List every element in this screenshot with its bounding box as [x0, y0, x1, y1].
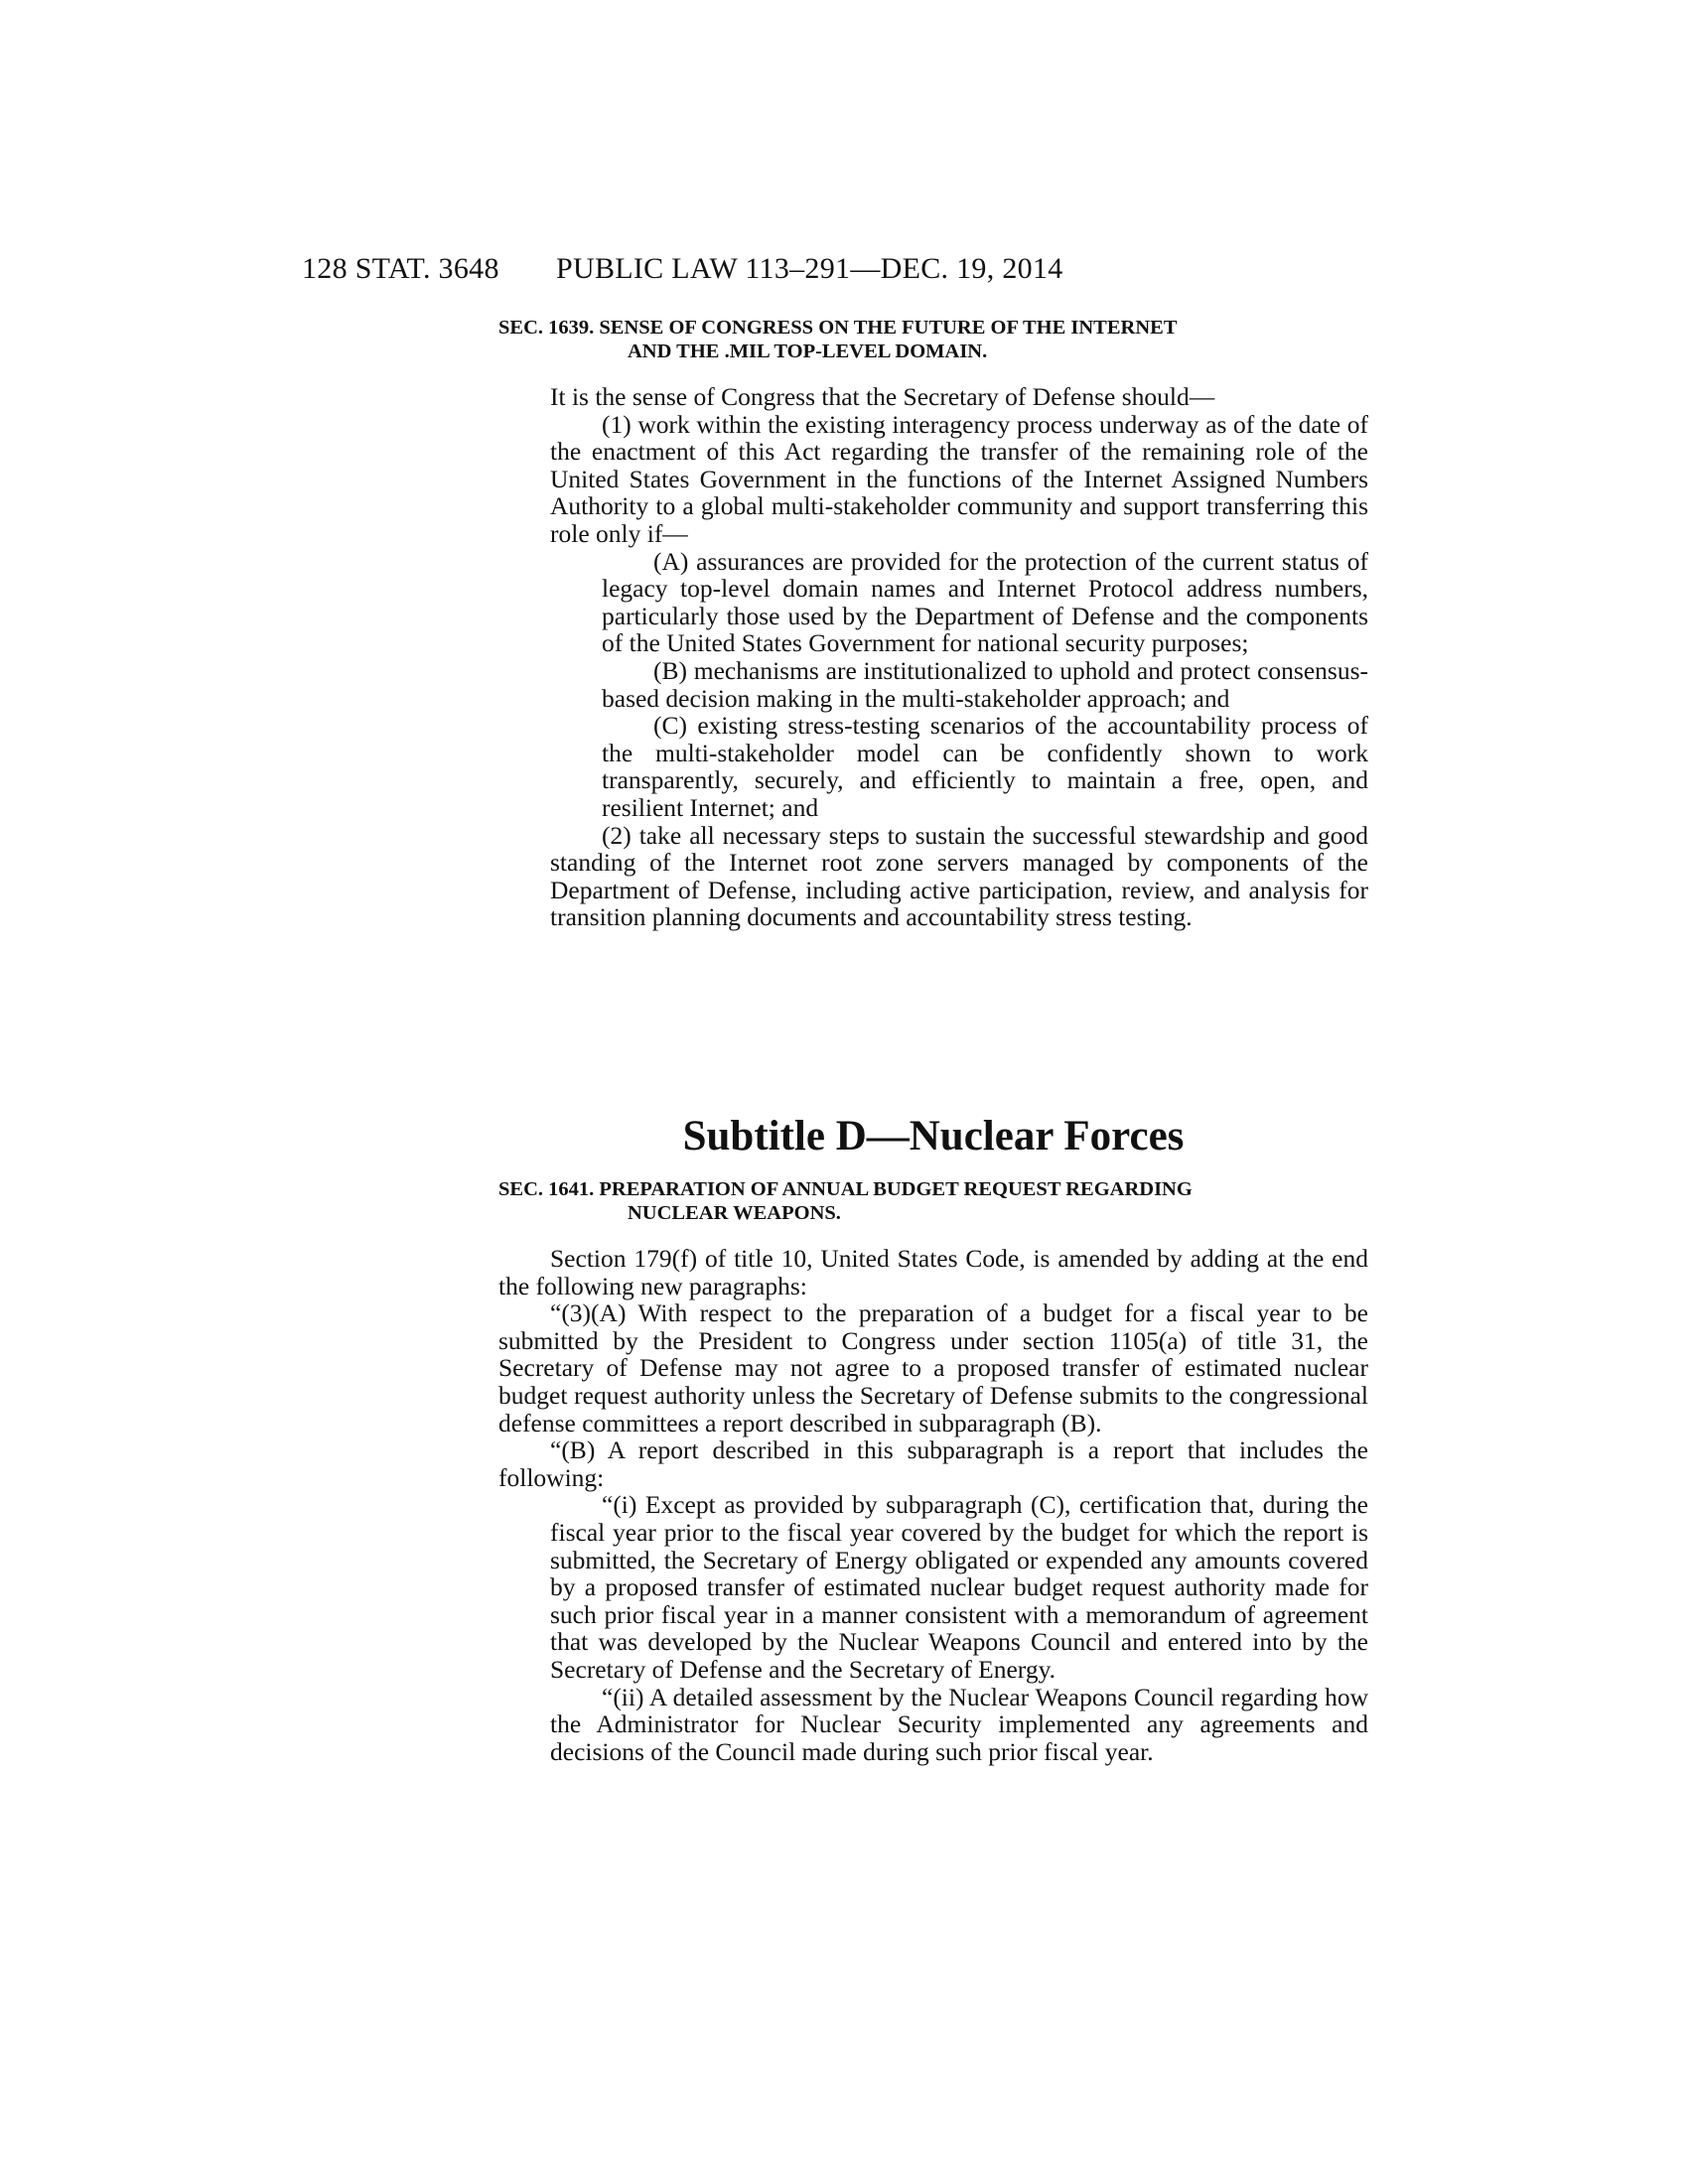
section-1641-heading-line1: SEC. 1641. PREPARATION OF ANNUAL BUDGET REQUEST REGARDING — [498, 1178, 1193, 1200]
section-1641 — [498, 1177, 1368, 1765]
section-1639 — [498, 316, 1368, 931]
section-1641-intro: Section 179(f) of title 10, United States Code, is amended by adding at the end the following new paragraphs: — [498, 1244, 1368, 1300]
section-1639-heading-line1: SEC. 1639. SENSE OF CONGRESS ON THE FUTURE OF THE INTERNET — [498, 317, 1178, 339]
section-1639-heading — [498, 316, 1368, 363]
section-1641-heading-line2: NUCLEAR WEAPONS. — [628, 1202, 841, 1224]
section-1639-para-2: (2) take all necessary steps to sustain the successful stewardship and good standing of the Internet root zone servers managed by components of the Department of Defense, including active participation, review, and analysis for transition planning documents and accountability stress testing. — [550, 820, 1368, 932]
section-1639-intro: It is the sense of Congress that the Secretary of Defense should— — [550, 382, 1215, 411]
section-1641-para-3A: “(3)(A) With respect to the preparation of a budget for a fiscal year to be submitted by the President to Congress under section 1105(a) of title 31, the Secretary of Defense may not agree to a proposed transfer of estimated nuclear budget request authority unless the Secretary of Defense submits to the congressional defense committees a report described in subparagraph (B). — [498, 1298, 1368, 1437]
section-1639-para-B: (B) mechanisms are institutionalized to uphold and protect consensus-based decision making in the multi-stakeholder approach; and — [602, 655, 1368, 713]
running-header: PUBLIC LAW 113–291—DEC. 19, 2014 — [556, 252, 1063, 285]
section-1641-heading — [498, 1177, 1368, 1225]
section-1639-heading-line2: AND THE .MIL TOP-LEVEL DOMAIN. — [628, 341, 988, 362]
section-1641-para-ii: “(ii) A detailed assessment by the Nuclear Weapons Council regarding how the Administrator for Nuclear Security implemented any agreements and decisions of the Council made during such prior fiscal year. — [550, 1682, 1368, 1766]
section-1639-para-A: (A) assurances are provided for the protection of the current status of legacy top-level domain names and Internet Protocol address numbers, particularly those used by the Department of Defense and the components of the United States Government for national security purposes; — [602, 546, 1368, 658]
section-1639-para-C: (C) existing stress-testing scenarios of the accountability process of the multi-stakeholder model can be confidently shown to work transparently, securely, and efficiently to maintain a free, open, and resilient Internet; and — [602, 711, 1368, 822]
section-1639-para-1: (1) work within the existing interagency process underway as of the date of the enactment of this Act regarding the transfer of the remaining role of the United States Government in the functions of the Internet Assigned Numbers Authority to a global multi-stakeholder community and support transferring this role only if— — [550, 409, 1368, 548]
subtitle-heading: Subtitle D—Nuclear Forces — [682, 1113, 1185, 1160]
section-1641-para-i: “(i) Except as provided by subparagraph (C), certification that, during the fiscal year prior to the fiscal year covered by the budget for which the report is submitted, the Secretary of Energy obligated or expended any amounts covered by a proposed transfer of estimated nuclear budget request authority made for such prior fiscal year in a manner consistent with a memorandum of agreement that was developed by the Nuclear Weapons Council and entered into by the Secretary of Defense and the Secretary of Energy. — [550, 1490, 1368, 1684]
section-1641-para-B: “(B) A report described in this subparagraph is a report that includes the following: — [498, 1435, 1368, 1492]
stat-reference: 128 STAT. 3648 — [302, 252, 499, 285]
